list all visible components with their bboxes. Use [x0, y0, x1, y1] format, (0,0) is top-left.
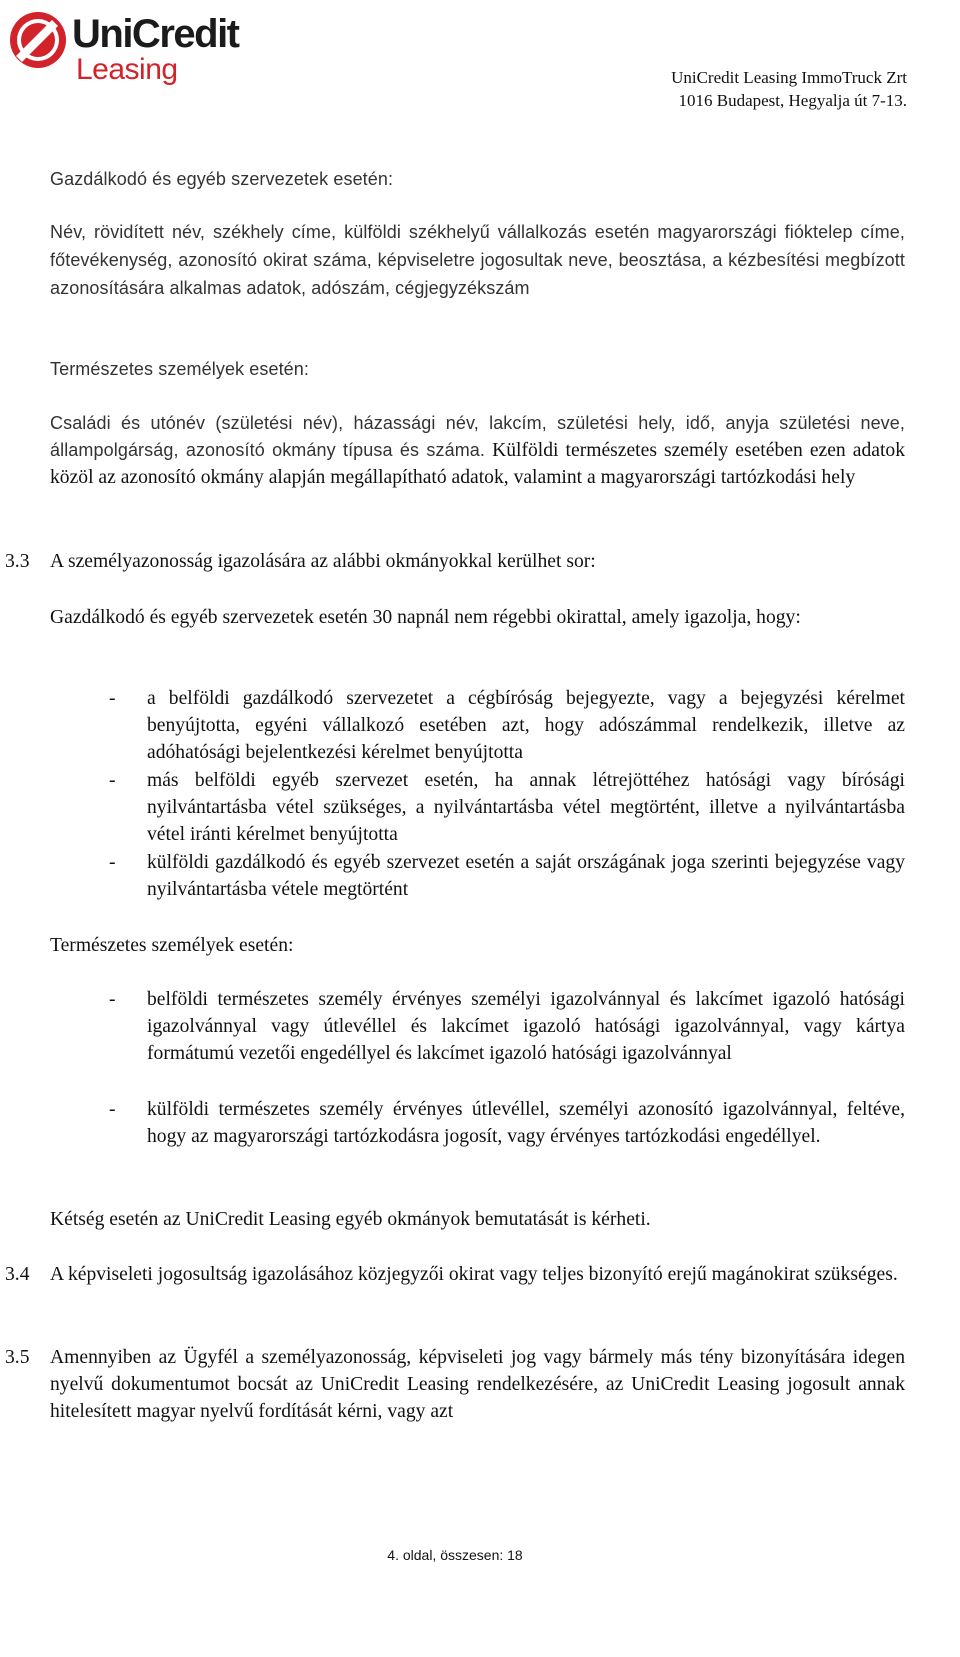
org-document-intro: Gazdálkodó és egyéb szervezetek esetén 30 napnál nem régebbi okirattal, amely igazolja, hogy:	[50, 607, 801, 628]
company-address: 1016 Budapest, Hegyalja út 7-13.	[678, 91, 907, 110]
natural-person-data-serif: Külföldi természetes személy esetében ezen adatok közöl az azonosító okmány alapján megállapítható adatok, valamint a magyarországi tartózkodási hely	[50, 440, 906, 488]
org-heading: Gazdálkodó és egyéb szervezetek esetén:	[50, 169, 394, 189]
section-number-3-4: 3.4	[5, 1264, 30, 1285]
list-dash: -	[109, 770, 116, 791]
list-item: más belföldi egyéb szervezet esetén, ha annak létrejöttéhez hatósági vagy bírósági nyilvántartásba vétel szükséges, a nyilvántartásba vétel megtörtént, illetve a nyilvántartásba vétel iránti kérelmet benyújtotta	[147, 770, 905, 845]
section-3-5-text: Amennyiben az Ügyfél a személyazonosság, képviseleti jog vagy bármely más tény bizonyítására idegen nyelvű dokumentumot bocsát az UniCredit Leasing rendelkezésére, az UniCredit Leasing jogosult annak hitelesített magyar nyelvű fordítását kérni, vagy azt	[50, 1347, 905, 1422]
org-data-paragraph: Név, rövidített név, székhely címe, külföldi székhelyű vállalkozás esetén magyarországi fióktelep címe, főtevékenység, azonosító okirat száma, képviseletre jogosultak neve, beosztása, a kézbesítési megbízott azonosítására alkalmas adatok, adószám, cégjegyzékszám	[50, 222, 905, 298]
unicredit-emblem-icon	[8, 10, 68, 70]
doubt-paragraph: Kétség esetén az UniCredit Leasing egyéb okmányok bemutatását is kérheti.	[50, 1209, 651, 1230]
natural-person-data-paragraph	[50, 410, 905, 491]
list-item: a belföldi gazdálkodó szervezetet a cégbíróság bejegyezte, vagy a bejegyzési kérelmet benyújtotta, egyéni vállalkozó esetében azt, hogy adószámmal rendelkezik, illetve az adóhatósági bejelentkezési kérelmet benyújtotta	[147, 688, 905, 763]
unicredit-leasing-logo	[8, 10, 239, 86]
list-dash: -	[109, 989, 116, 1010]
list-dash: -	[109, 688, 116, 709]
logo-wordmark: UniCredit	[72, 12, 239, 56]
company-info	[671, 66, 907, 112]
section-number-3-3: 3.3	[5, 551, 30, 572]
list-dash: -	[109, 852, 116, 873]
natural-person-data-sans: Családi és utónév (születési név), házassági név, lakcím, születési hely, idő, anyja születési neve, állampolgárság, azonosító okmány típusa és száma.	[50, 413, 905, 460]
list-item: külföldi természetes személy érvényes útlevéllel, személyi azonosító igazolvánnyal, feltéve, hogy az magyarországi tartózkodásra jogosít, vagy érvényes tartózkodási engedéllyel.	[147, 1099, 905, 1147]
list-item: külföldi gazdálkodó és egyéb szervezet esetén a saját országának joga szerinti bejegyzése vagy nyilvántartásba vétele megtörtént	[147, 852, 905, 900]
section-3-3-heading: A személyazonosság igazolására az alábbi okmányokkal kerülhet sor:	[50, 551, 596, 572]
list-item: belföldi természetes személy érvényes személyi igazolvánnyal és lakcímet igazoló hatósági igazolvánnyal vagy útlevéllel és lakcímet igazoló hatósági igazolvánnyal, vagy kártya formátumú vezetői engedéllyel és lakcímet igazoló hatósági igazolvánnyal	[147, 989, 905, 1064]
logo-subword: Leasing	[76, 53, 178, 86]
company-name: UniCredit Leasing ImmoTruck Zrt	[671, 68, 907, 87]
list-dash: -	[109, 1099, 116, 1120]
natural-person-documents-heading: Természetes személyek esetén:	[50, 935, 294, 956]
section-3-4-text: A képviseleti jogosultság igazolásához közjegyzői okirat vagy teljes bizonyító erejű magánokirat szükséges.	[50, 1264, 898, 1285]
page-number: 4. oldal, összesen: 18	[387, 1547, 523, 1563]
section-number-3-5: 3.5	[5, 1347, 30, 1368]
natural-person-heading: Természetes személyek esetén:	[50, 359, 310, 379]
